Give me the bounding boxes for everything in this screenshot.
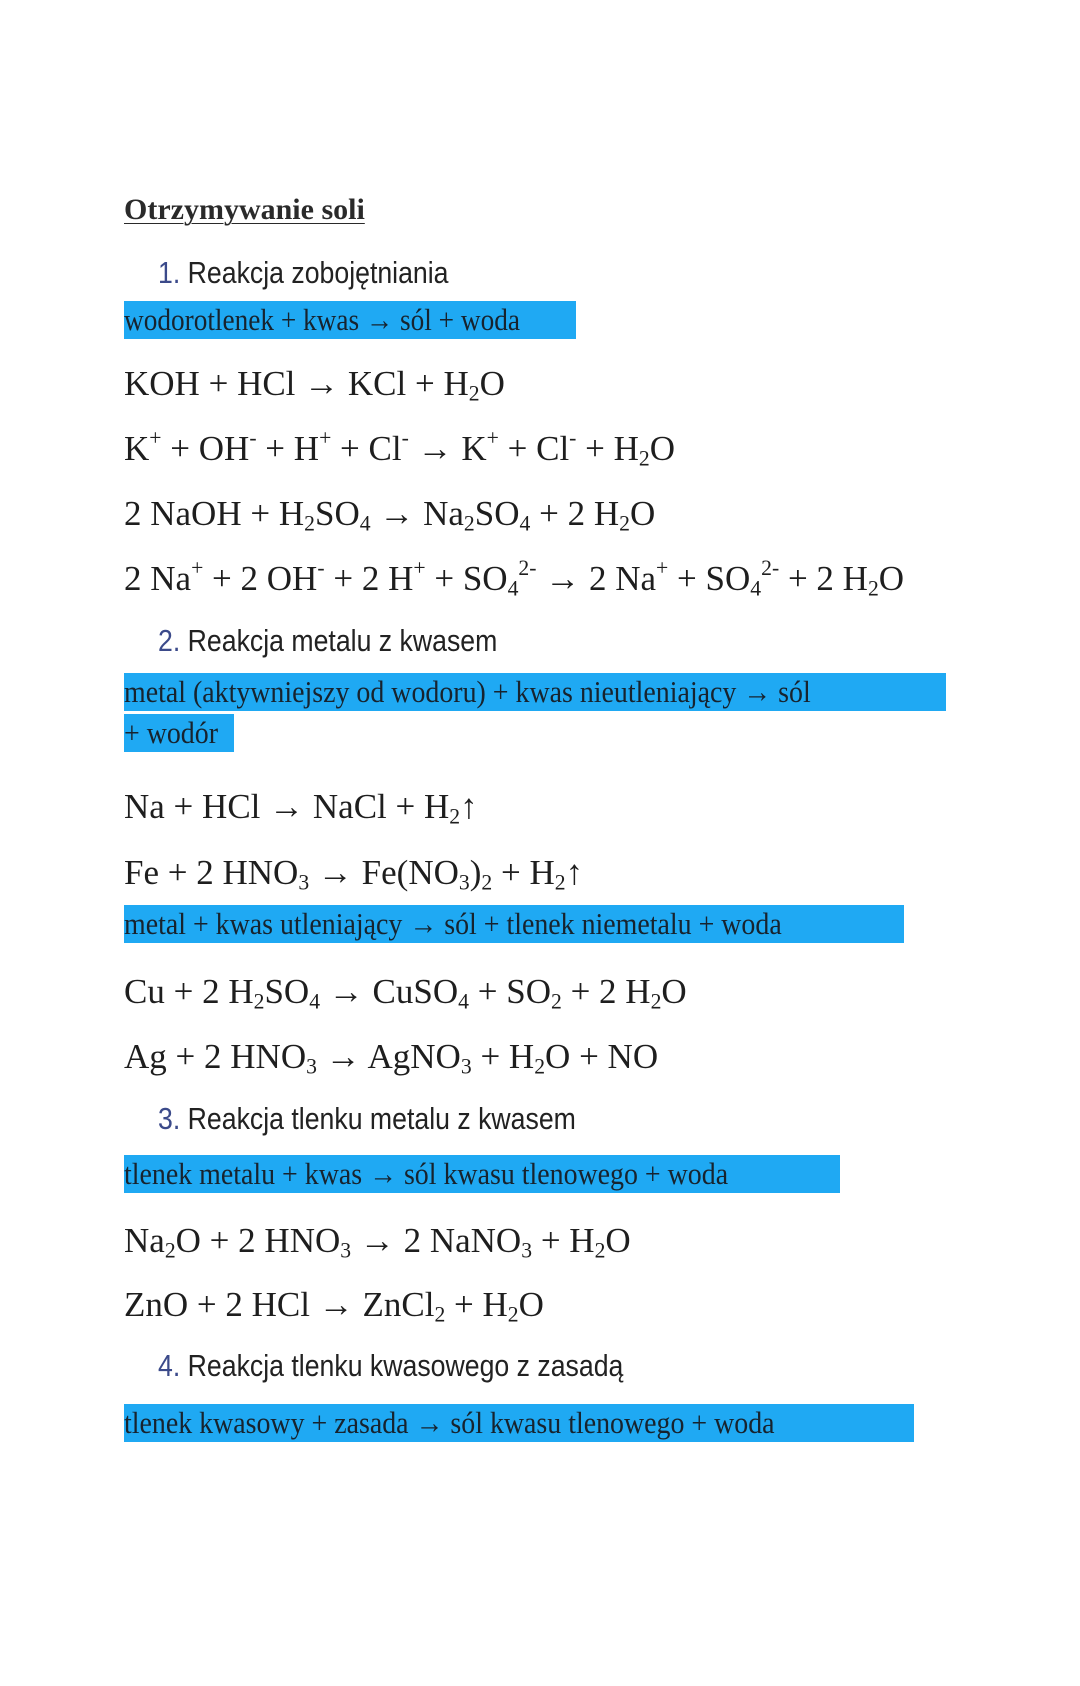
section-heading-3: [158, 1098, 576, 1140]
rule-metal-acid-cont: + wodór: [124, 714, 234, 752]
section-heading-text: Reakcja tlenku kwasowego z zasadą: [187, 1348, 624, 1383]
rule-neutralization: wodorotlenek + kwas → sól + woda: [124, 301, 576, 339]
rule-metal-oxide-acid: tlenek metalu + kwas → sól kwasu tlenowego + woda: [124, 1155, 840, 1193]
section-number: 2.: [158, 623, 181, 658]
section-heading-1: [158, 252, 449, 294]
equation: Na + HCl → NaCl + $H_2↑$: [124, 787, 478, 829]
equation: Ag + 2 $HNO_3$ → AgNO$_3$ + $H_2O$ + NO: [124, 1037, 659, 1079]
equation: $K^+ + OH^- + H^+ + Cl^- \to K^+ + Cl^- + H_2O$: [124, 425, 676, 471]
section-number: 3.: [158, 1101, 181, 1136]
rule-metal-oxidizing-acid: metal + kwas utleniający → sól + tlenek niemetalu + woda: [124, 905, 904, 943]
section-heading-text: Reakcja metalu z kwasem: [187, 623, 498, 658]
section-heading-4: [158, 1345, 623, 1387]
equation: ZnO + 2 HCl → ZnCl$_2$ + $H_2O$: [124, 1285, 544, 1327]
section-number: 1.: [158, 255, 181, 290]
equation: 2 Na+ + 2 OH- + 2 $H^+ + SO_4^{2-} \to 2$ $Na^+ + SO_4^{2-} + 2$ $H_2O$: [124, 555, 905, 601]
section-heading-text: Reakcja tlenku metalu z kwasem: [187, 1101, 576, 1136]
section-number: 4.: [158, 1348, 181, 1383]
section-heading-text: Reakcja zobojętniania: [187, 255, 449, 290]
equation: Cu + 2 $H_2SO_4$ → CuSO$_4$ + $SO_2 + 2$ $H_2O$: [124, 972, 687, 1014]
rule-metal-acid: metal (aktywniejszy od wodoru) + kwas nieutleniający → sól: [124, 673, 946, 711]
section-heading-2: [158, 620, 497, 662]
equation: KOH + HCl → KCl + $H_2O$: [124, 364, 505, 406]
equation: $Na_2O + 2$ $HNO_3 \to 2$ NaNO$_3$ + $H_2O$: [124, 1221, 631, 1263]
page-title: Otrzymywanie soli: [124, 193, 365, 226]
rule-acidic-oxide-base: tlenek kwasowy + zasada → sól kwasu tlenowego + woda: [124, 1404, 914, 1442]
equation: Fe + 2 $HNO_3 \to Fe(NO_3)_2$ + $H_2↑$: [124, 853, 584, 895]
equation: 2 NaOH + $H_2SO_4 \to Na_2SO_4 + 2$ $H_2O$: [124, 494, 656, 536]
